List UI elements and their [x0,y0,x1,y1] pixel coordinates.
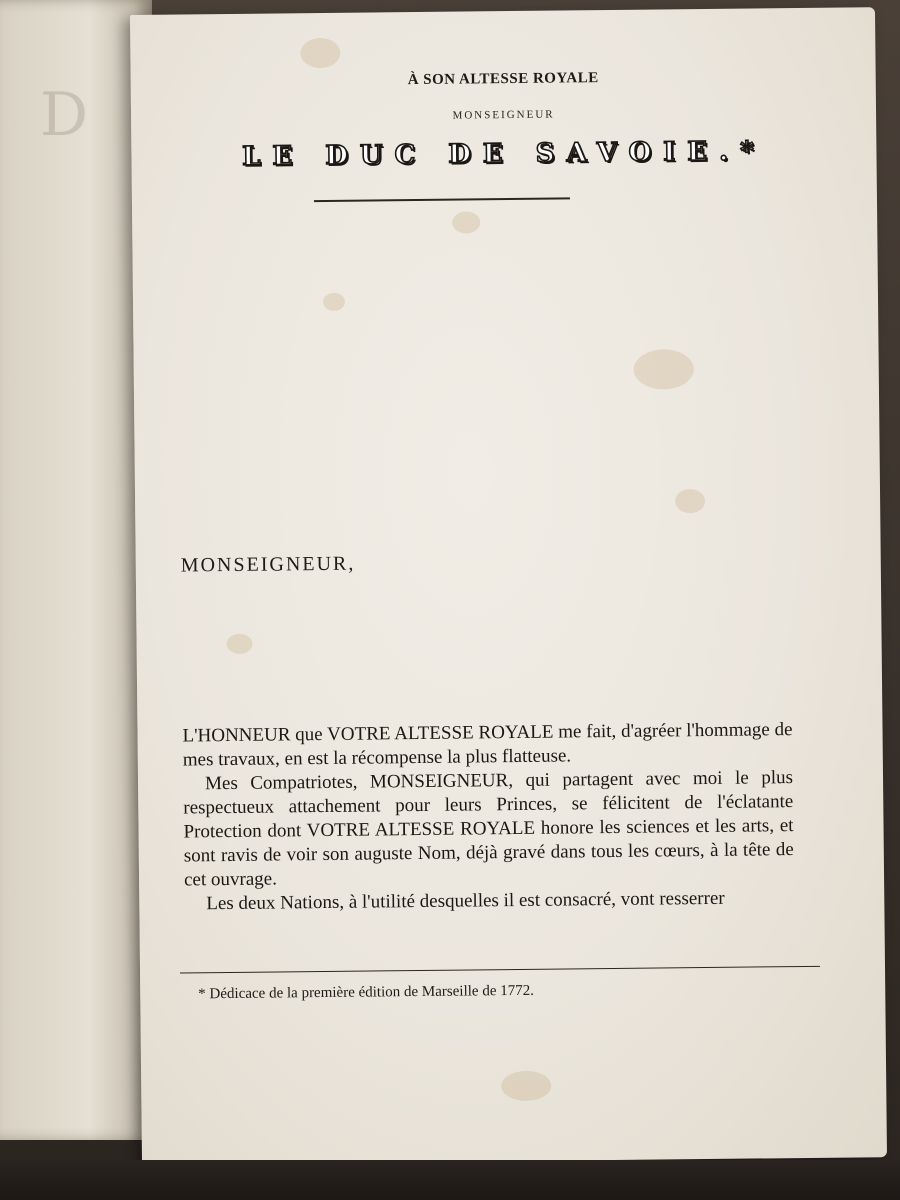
footnote: * Dédicace de la première édition de Marseille de 1772. [198,982,535,1003]
foxing-spot [634,349,694,390]
foxing-spot [300,38,340,68]
body-paragraph: L'HONNEUR que VOTRE ALTESSE ROYALE me fait, d'agréer l'hommage de mes travaux, en est la récompense la plus flatteuse. [182,719,793,771]
foxing-spot [323,293,345,311]
foxing-spot [501,1071,551,1102]
salutation: MONSEIGNEUR, [180,552,356,577]
body-paragraph: Mes Compatriotes, MONSEIGNEUR, qui partagent avec moi le plus respectueux attachement pour leurs Princes, se félicitent de l'éclatante Protection dont VOTRE ALTESSE ROYALE honore les sciences et les arts, et sont ravis de voir son auguste Nom, déjà gravé dans tous les cœurs, à la tête de cet ouvrage. [183,767,794,891]
body-paragraph: Les deux Nations, à l'utilité desquelles il est consacré, vont resserrer [206,887,725,915]
dedication-body [182,718,794,916]
bleed-through-glyph: D [40,80,89,150]
title-rule [314,197,570,202]
foxing-spot [226,634,252,654]
book-edge [0,1160,900,1200]
dedication-page [130,7,887,1165]
duke-title: LE DUC DE SAVOIE.* [242,136,766,172]
previous-page [0,0,152,1140]
honorific: MONSEIGNEUR [452,108,555,122]
footnote-rule [180,966,820,974]
dedication-recipient: À SON ALTESSE ROYALE [407,70,599,89]
foxing-spot [452,211,480,233]
foxing-spot [675,489,705,513]
